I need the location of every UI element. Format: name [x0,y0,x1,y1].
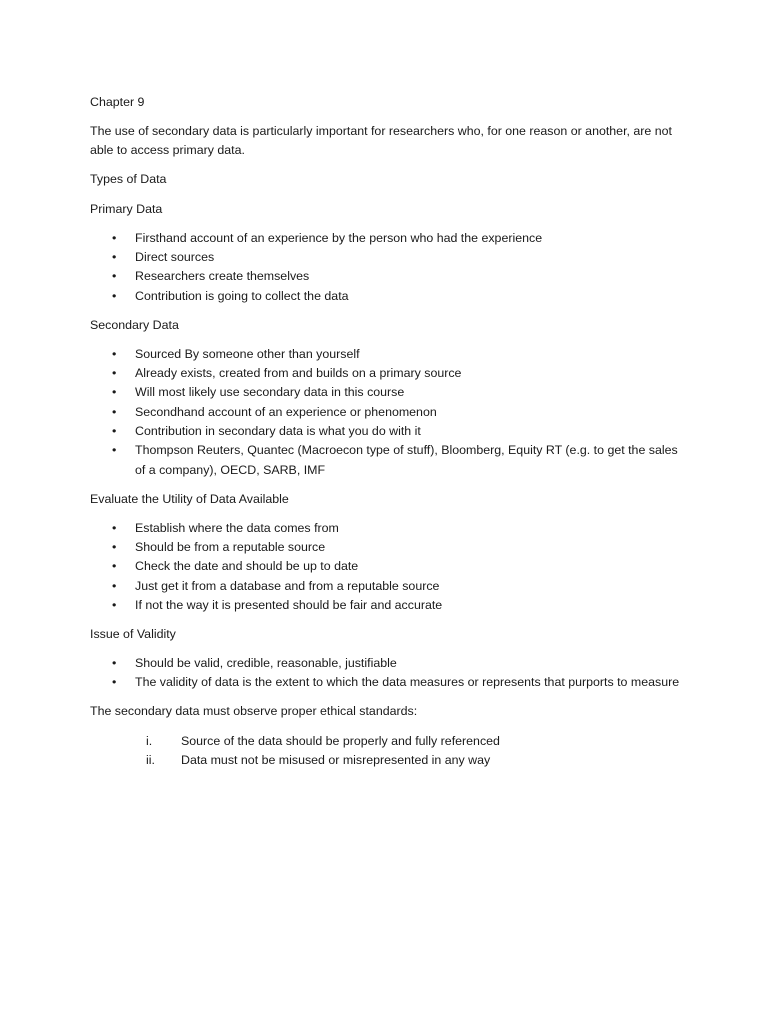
bullet-icon: • [112,656,117,671]
list-item-text: Should be from a reputable source [135,540,326,555]
list-item-text: Establish where the data comes from [135,520,339,535]
list-number: i. [146,733,153,748]
types-of-data-heading: Types of Data [90,172,167,187]
list-item [90,751,680,770]
bullet-icon: • [112,675,117,690]
primary-data-heading: Primary Data [90,201,163,216]
bullet-icon: • [112,443,117,458]
list-item-text: Contribution in secondary data is what you do with it [135,423,421,438]
list-item [90,345,680,364]
list-item [90,422,680,441]
list-item-text: Sourced By someone other than yourself [135,346,360,361]
secondary-data-heading: Secondary Data [90,317,179,332]
bullet-icon: • [112,520,117,535]
list-item-text: The validity of data is the extent to which the data measures or represents that purports to measure [135,675,680,690]
list-item-text: If not the way it is presented should be fair and accurate [135,597,443,612]
bullet-icon: • [112,230,117,245]
list-item [90,248,680,267]
list-item-text: Source of the data should be properly and fully referenced [181,733,500,748]
list-item-text: Just get it from a database and from a reputable source [135,578,440,593]
list-item [90,229,680,248]
bullet-icon: • [112,578,117,593]
list-item-text: Will most likely use secondary data in this course [135,385,405,400]
bullet-icon: • [112,540,117,555]
list-item-text: Check the date and should be up to date [135,559,359,574]
list-item [90,383,680,402]
list-item [90,267,680,286]
bullet-icon: • [112,423,117,438]
list-item [90,596,680,615]
bullet-icon: • [112,597,117,612]
document-body [90,93,680,770]
ethics-list [90,732,680,771]
evaluate-utility-list [90,519,680,615]
list-item [90,519,680,538]
list-item-text: Direct sources [135,249,215,264]
list-item [90,557,680,576]
list-item [90,673,680,692]
list-item [90,364,680,383]
primary-data-list [90,229,680,306]
list-item-text: Already exists, created from and builds on a primary source [135,366,462,381]
bullet-icon: • [112,559,117,574]
bullet-icon: • [112,249,117,264]
bullet-icon: • [112,346,117,361]
bullet-icon: • [112,385,117,400]
list-item [90,732,680,751]
list-item-text: Contribution is going to collect the data [135,288,349,303]
list-item [90,287,680,306]
list-item-text: Researchers create themselves [135,269,310,284]
list-item-text: Secondhand account of an experience or phenomenon [135,404,437,419]
list-item [90,441,680,480]
evaluate-utility-heading: Evaluate the Utility of Data Available [90,491,289,506]
list-item-text: Data must not be misused or misrepresented in any way [181,752,491,767]
secondary-data-list [90,345,680,480]
list-item [90,577,680,596]
list-number: ii. [146,752,155,767]
list-item [90,403,680,422]
list-item-text: Should be valid, credible, reasonable, justifiable [135,656,397,671]
list-item-text: Firsthand account of an experience by the person who had the experience [135,230,543,245]
chapter-title: Chapter 9 [90,95,145,109]
list-item-text: Thompson Reuters, Quantec (Macroecon type of stuff), Bloomberg, Equity RT (e.g. to get the sales of a company), OECD, SARB, IMF [135,443,678,477]
validity-list [90,654,680,693]
bullet-icon: • [112,366,117,381]
bullet-icon: • [112,404,117,419]
intro-paragraph: The use of secondary data is particularly important for researchers who, for one reason or another, are not able to access primary data. [90,124,672,158]
list-item [90,538,680,557]
bullet-icon: • [112,288,117,303]
validity-heading: Issue of Validity [90,627,176,641]
ethics-heading: The secondary data must observe proper ethical standards: [90,704,418,719]
bullet-icon: • [112,269,117,284]
list-item [90,654,680,673]
